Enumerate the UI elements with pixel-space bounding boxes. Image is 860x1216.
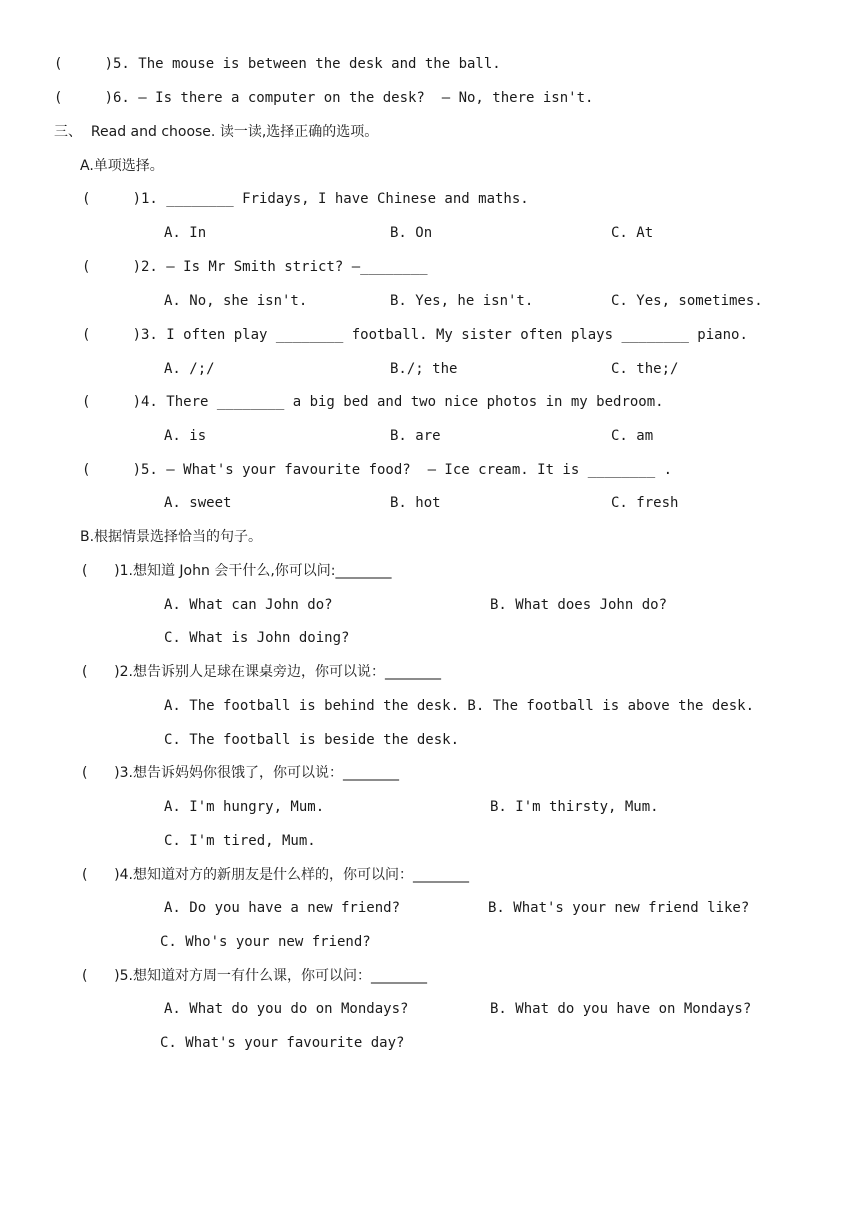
option-b: B./; the — [390, 361, 458, 377]
option-a: A. What do you do on Mondays? — [164, 1001, 409, 1017]
option-b: B. are — [390, 428, 441, 444]
option-a: A. In — [164, 225, 207, 241]
subsection-heading: B.根据情景选择恰当的句子。 — [80, 529, 263, 545]
option-a: A. I'm hungry, Mum. — [164, 799, 325, 815]
question-line: ( )1. ________ Fridays, I have Chinese and maths. — [82, 191, 529, 207]
option-c: C. Yes, sometimes. — [611, 293, 763, 309]
option-b: B. What does John do? — [490, 597, 668, 613]
option-c: C. I'm tired, Mum. — [164, 833, 316, 849]
question-line: ( )3. I often play ________ football. My sister often plays ________ piano. — [82, 327, 748, 343]
option-c: C. What is John doing? — [164, 630, 350, 646]
option-a: A. is — [164, 428, 207, 444]
option-c: C. The football is beside the desk. — [164, 732, 460, 748]
option-a: A. Do you have a new friend? — [164, 900, 401, 916]
option-b: B. On — [390, 225, 433, 241]
subsection-heading: A.单项选择。 — [80, 158, 164, 174]
question-line: ( )3.想告诉妈妈你很饿了，你可以说：________ — [82, 765, 399, 781]
option-a: A. No, she isn't. — [164, 293, 308, 309]
question-line: ( )1.想知道 John 会干什么,你可以问:________ — [82, 563, 392, 579]
option-b: B. hot — [390, 495, 441, 511]
section-heading: 三、 Read and choose. 读一读,选择正确的选项。 — [54, 124, 379, 140]
option-c: C. the;/ — [611, 361, 679, 377]
option-b: B. Yes, he isn't. — [390, 293, 534, 309]
question-line: ( )5. The mouse is between the desk and the ball. — [54, 56, 501, 72]
question-line: ( )5.想知道对方周一有什么课，你可以问：________ — [82, 968, 427, 984]
option-c: C. What's your favourite day? — [160, 1035, 405, 1051]
question-line: ( )4. There ________ a big bed and two nice photos in my bedroom. — [82, 394, 664, 410]
option-c: C. Who's your new friend? — [160, 934, 371, 950]
option-c: C. At — [611, 225, 654, 241]
question-line: ( )6. — Is there a computer on the desk? — No, there isn't. — [54, 90, 594, 106]
option-a: A. sweet — [164, 495, 232, 511]
option-a: A. What can John do? — [164, 597, 333, 613]
question-line: ( )2.想告诉别人足球在课桌旁边，你可以说：________ — [82, 664, 441, 680]
option-c: C. am — [611, 428, 654, 444]
option-a: A. /;/ — [164, 361, 215, 377]
question-line: ( )2. — Is Mr Smith strict? —________ — [82, 259, 428, 275]
option-b: B. What do you have on Mondays? — [490, 1001, 752, 1017]
option-c: C. fresh — [611, 495, 679, 511]
question-line: ( )5. — What's your favourite food? — Ice cream. It is ________ . — [82, 462, 673, 478]
option-b: B. What's your new friend like? — [488, 900, 750, 916]
option-ab: A. The football is behind the desk. B. The football is above the desk. — [164, 698, 755, 714]
question-line: ( )4.想知道对方的新朋友是什么样的，你可以问：________ — [82, 867, 469, 883]
option-b: B. I'm thirsty, Mum. — [490, 799, 659, 815]
